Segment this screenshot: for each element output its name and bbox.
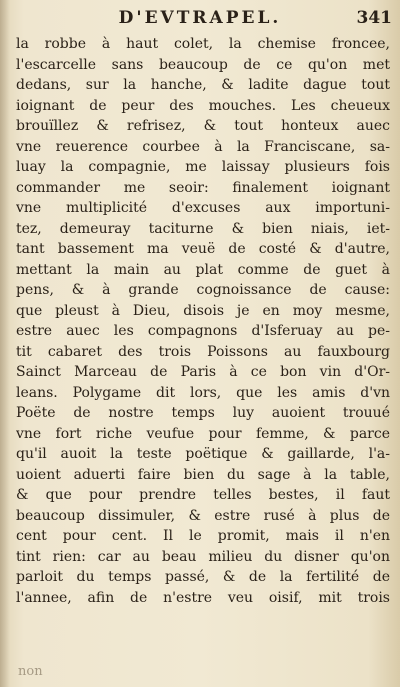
text-line: tit cabaret des trois Poissons au fauxbourg xyxy=(16,343,390,360)
text-line: dedans, sur la hanche, & ladite dague tout xyxy=(16,77,390,93)
text-line: tint rien: car au beau milieu du disner qu'on xyxy=(16,548,390,565)
text-line: pens, & à grande cognoissance de cause: xyxy=(16,282,390,298)
text-line: vne fort riche veufue pour femme, & parce xyxy=(16,425,390,442)
body-text xyxy=(16,34,390,608)
text-line: vne multiplicité d'excuses aux importuni- xyxy=(16,200,390,216)
text-line: brouïllez & refrisez, & tout honteux auec xyxy=(16,118,390,134)
text-line: Sainct Marceau de Paris à ce bon vin d'Or- xyxy=(16,364,390,380)
text-line: tez, demeuray taciturne & bien niais, iet- xyxy=(16,220,390,237)
text-line: luay la compagnie, me laissay plusieurs fois xyxy=(16,159,390,175)
text-line: l'annee, afin de n'estre veu oisif, mit trois xyxy=(16,589,390,606)
text-line: vne reuerence courbee à la Franciscane, sa- xyxy=(16,138,390,155)
running-head: D'EVTRAPEL. xyxy=(118,8,282,28)
text-line: estre auec les compagnons d'Isferuay au pe- xyxy=(16,323,390,339)
text-line: & que pour prendre telles bestes, il faut xyxy=(16,487,390,503)
text-line: ioignant de peur des mouches. Les cheueux xyxy=(16,97,390,114)
text-line: Poëte de nostre temps luy auoient trouué xyxy=(16,405,390,421)
page-number: 341 xyxy=(356,8,392,28)
text-line: commander me seoir: finalement ioignant xyxy=(16,179,390,196)
text-line: que pleust à Dieu, disois je en moy mesme, xyxy=(16,302,390,319)
text-line: beaucoup dissimuler, & estre rusé à plus de xyxy=(16,507,390,524)
text-line: uoient aduerti faire bien du sage à la table, xyxy=(16,466,390,483)
text-line: la robbe à haut colet, la chemise froncee, xyxy=(16,36,390,52)
text-line: qu'il auoit la teste poëtique & gaillarde, l'a- xyxy=(16,446,390,462)
catchword: non xyxy=(18,664,43,679)
text-line: tant bassement ma veuë de costé & d'autre, xyxy=(16,241,390,257)
page-header xyxy=(0,6,400,30)
text-line: mettant la main au plat comme de guet à xyxy=(16,261,390,278)
text-line: l'escarcelle sans beaucoup de ce qu'on met xyxy=(16,56,390,73)
text-line: cent pour cent. Il le promit, mais il n'en xyxy=(16,528,390,544)
text-line: parloit du temps passé, & de la fertilité de xyxy=(16,569,390,585)
text-line: leans. Polygame dit lors, que les amis d'vn xyxy=(16,384,390,401)
